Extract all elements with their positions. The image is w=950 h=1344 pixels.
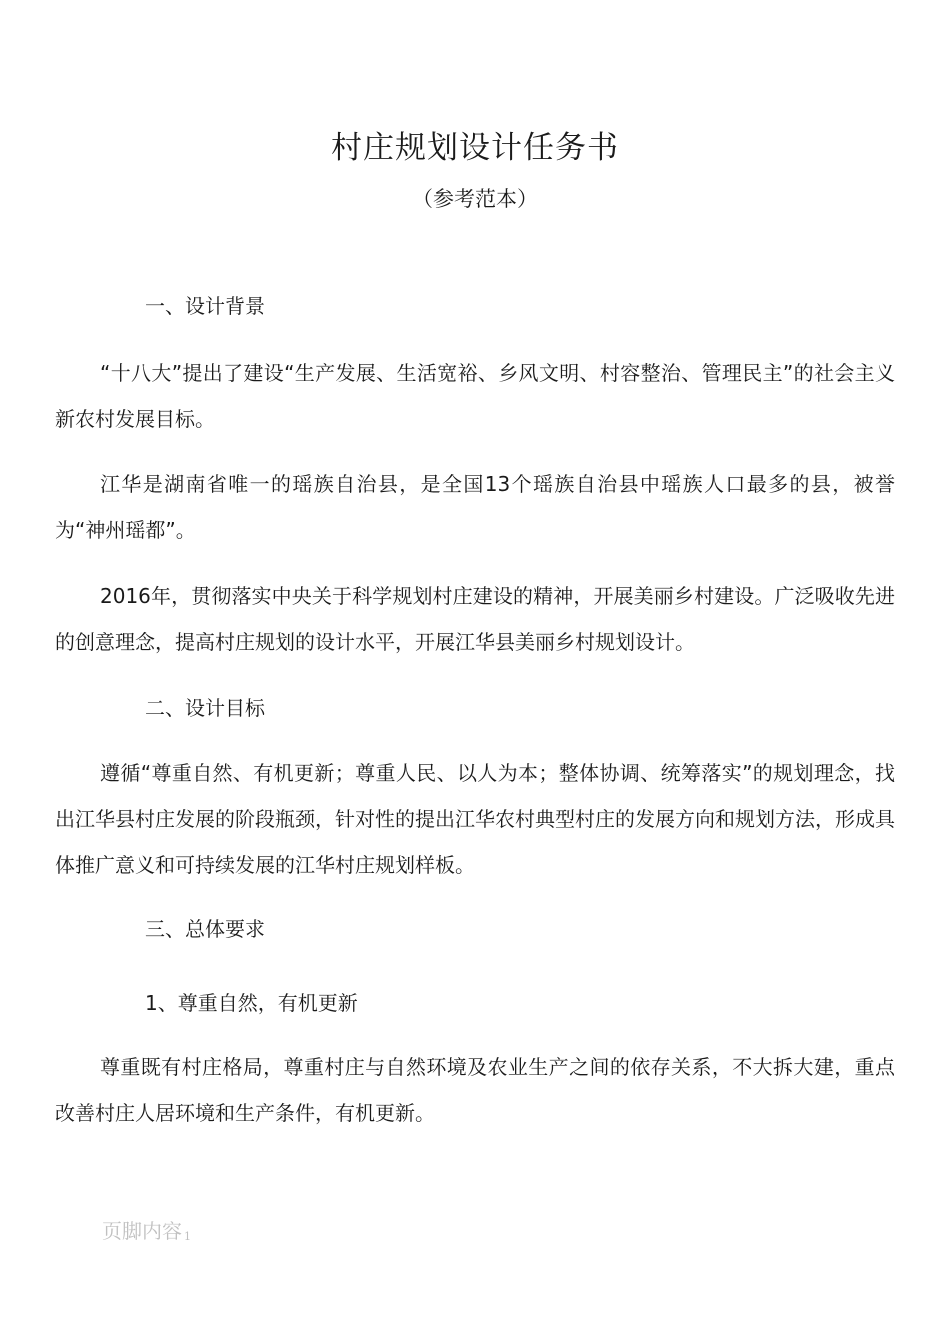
section-heading-requirements: 三、总体要求 bbox=[145, 917, 265, 941]
paragraph-background-1: “十八大”提出了建设“生产发展、生活宽裕、乡风文明、村容整治、管理民主”的社会主义新农村发展目标。 bbox=[55, 361, 895, 431]
paragraph-requirements-1: 尊重既有村庄格局，尊重村庄与自然环境及农业生产之间的依存关系，不大拆大建，重点改善村庄人居环境和生产条件，有机更新。 bbox=[55, 1055, 895, 1125]
paragraph-background-3: 2016年，贯彻落实中央关于科学规划村庄建设的精神，开展美丽乡村建设。广泛吸收先进的创意理念，提高村庄规划的设计水平，开展江华县美丽乡村规划设计。 bbox=[55, 584, 895, 654]
subheading-respect-nature: 1、尊重自然，有机更新 bbox=[145, 991, 358, 1015]
section-heading-goals: 二、设计目标 bbox=[145, 696, 265, 720]
footer-page-number: 1 bbox=[184, 1230, 191, 1243]
document-title: 村庄规划设计任务书 bbox=[331, 130, 619, 166]
document-subtitle: （参考范本） bbox=[412, 187, 538, 211]
section-heading-background: 一、设计背景 bbox=[145, 294, 265, 318]
paragraph-goals-1: 遵循“尊重自然、有机更新；尊重人民、以人为本；整体协调、统筹落实”的规划理念，找出江华县村庄发展的阶段瓶颈，针对性的提出江华农村典型村庄的发展方向和规划方法，形成具体推广意义和可持续发展的江华村庄规划样板。 bbox=[55, 761, 895, 877]
footer-text: 页脚内容 bbox=[102, 1219, 182, 1243]
paragraph-background-2: 江华是湖南省唯一的瑶族自治县，是全国13个瑶族自治县中瑶族人口最多的县，被誉为“神州瑶都”。 bbox=[55, 472, 895, 542]
page-footer bbox=[102, 1216, 191, 1252]
